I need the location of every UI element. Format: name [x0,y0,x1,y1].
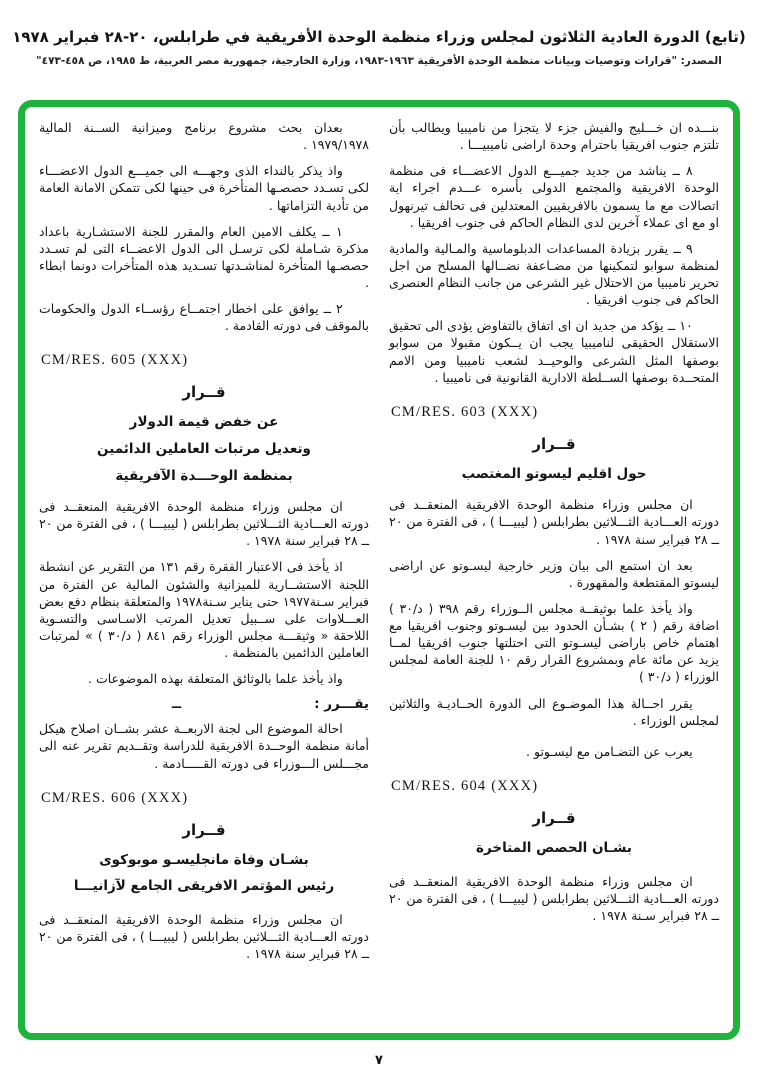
resolution-heading [389,435,719,485]
paragraph: واذ يأخذ علما بالوثائق المتعلقة بهذه الموضوعات . [88,671,343,687]
resolution-heading [389,809,719,859]
source-line: المصدر: "قرارات وتوصيات وبيانات منظمة الوحدة الأفريقية ١٩٦٣-١٩٨٣، وزارة الخارجية، جمهورية مصر العربية، ط ١٩٨٥، ص ٤٥٨-٤٧٣" [36,55,722,67]
paragraph: ٩ ــ يقرر بزيادة المساعدات الدبلوماسية والمـالية والمادية لمنظمة سوابو لتمكينها من مضـاعفة نضــالها المسلح من اجل تحرير ناميبيا من الاحتلال غير الشرعى من جانب النظام العنصرى الحاكم فى جنوب افريقيا . [389,240,719,308]
paragraph: ان مجلس وزراء منظمة الوحدة الافريقية المنعقــد فى دورته العـــادية الثـــلاثين بطرابلس ( ليبيـــا ) ، فى الفترة من ٢٠ ــ ٢٨ فبراير سنة ١٩٧٨ . [39,499,369,549]
resolution-heading [39,383,369,486]
paragraph: ان مجلس وزراء منظمة الوحدة الافريقية المنعقــد فى دورته العـــادية الثـــلاثين بطرابلس ( ليبيـــا ) ، فى الفترة من ٢٠ ــ ٢٨ فبراير سـنة ١٩٧٨ . [389,873,719,923]
paragraph: واذ يأخذ علما بوثيقــة مجلس الــوزراء رقم ٣٩٨ ( د/٣٠ ) اضافة رقم ( ٢ ) بشـأن الحدود بين ليسـوتو وجنوب افريقيا مع اهتمام خاص باراضى ليسـوتو التى احتلتها جنوب افريقيا لمــا يزيد عن مائة عام وبمشروع القرار رقم ١٠ للجنة العامة لمجلس الوزراء ( د/٣٠ ) [389,600,720,685]
resolution-heading-word: قــرار [182,383,226,402]
paragraph: واذ يذكر بالنداء الذى وجهـــه الى جميـــع الدول الاعضـــاء لكى تسـدد حصصـها المتأخرة فى حينها لكى تتمكن الامانة العامة من تأدية التزاماتها . [39,163,369,213]
resolution-heading-word: قــرار [182,820,226,839]
decides-line [39,696,369,712]
resolution-subtitle: بشـان الحصص المتاخرة [476,839,632,856]
session-title: (تابع) الدورة العادية الثلاثون لمجلس وزراء منظمة الوحدة الأفريقية في طرابلس، ٢٠-٢٨ فبراير ١٩٧٨ [12,28,746,46]
page-number: ٧ [375,1053,383,1068]
resolution-heading [39,821,369,897]
right-column [389,119,719,1021]
resolution-heading-word: قــرار [532,808,576,827]
paragraph: ١٠ ــ يؤكد من جديد ان اى اتفاق بالتفاوض يؤدى الى تحقيق الاستقلال الحقيقى لناميبيا يجب ان يــكون مقبولا من سوابو بوصفها المثل الشرعى والوحيــد لشعب ناميبيا ومن الامم المتحــدة بوصفها الســلطة الادارية القانونية فى ناميبيا . [389,318,719,385]
paragraph: ان مجلس وزراء منظمة الوحدة الافريقية المنعقــد فى دورته العـــادية الثـــلاثين بطرابلس ( ليبيـــا ) ، فى الفترة من ٢٠ ــ ٢٨ فبراير سنة ١٩٧٨ . [39,911,369,962]
paragraph: اذ يأخذ فى الاعتبار الفقرة رقم ١٣١ من التقرير عن انشطة اللجنة الاستشــارية للميزانية والشئون المالية عن الفترة من فبراير سـنة١٩٧٧ حتى يناير سـنة١٩٧٨ والمتعلقة بنظام دفع بعض العـــلاوات على ســبيل تعديل المرتب الاسـاسى والتسـوية اللاحقة « وثيقـــة مجلس الوزراء رقم ٨٤١ ( د/٣٠ ) » لمرتبات العاملين الدائمين بالمنظمة . [39,559,369,661]
document-frame [18,100,740,1040]
paragraph: ٢ ــ يوافق على اخطار اجتمــاع رؤســاء الدول والحكومات بالموقف فى دورته القادمة . [39,301,369,334]
paragraph: يعرب عن التضـامن مع ليسـوتو . [526,743,693,759]
paragraph: ١ ــ يكلف الامين العام والمقرر للجنة الاستشـارية باعداد مذكرة شـاملة لكى ترسـل الى الدول الاعضــاء التى لم تسـدد حصصـها المتأخرة لمناشـدتها تسـديد هذه المتأخرات دونما ابطاء . [39,223,369,290]
resolution-id: CM/RES. 605 (XXX) [41,352,189,369]
resolution-subtitle: وتعديل مرتبات العاملين الدائمين [97,440,311,457]
resolution-subtitle: حول اقليم ليسوتو المغتصب [461,465,647,482]
resolution-subtitle: بشـان وفاة مانجليسـو موبوكوى [99,851,309,868]
paragraph: يقرر احــالة هذا الموضـوع الى الدورة الحــاديـة والثلاثين لمجلس الوزراء . [389,695,719,728]
paragraph: ٨ ــ يناشد من جديد جميـــع الدول الاعضـــاء فى منظمة الوحدة الافريقية والمجتمع الدولى بأسره عـــدم اجراء اية اتصالات مع ما يسمون بالافريقيين المعتدلين فى تحالف تيرنهول او مع اى عملاء آخرين لدى النظام الحاكم فى جنوب افريقيا . [389,163,719,230]
paragraph: ان مجلس وزراء منظمة الوحدة الافريقية المنعقــد فى دورته العـــادية الثـــلاثين بطرابلس ( ليبيـــا ) ، فى الفترة من ٢٠ ــ ٢٨ فبراير سنة ١٩٧٨ . [389,497,719,547]
dash: ــ [171,696,182,713]
paragraph: بنـــده ان خـــليج والفيش جزء لا يتجزا من ناميبيا ويطالب بأن تلتزم جنوب افريقيا باحترام وحدة اراضى ناميبيـــا . [389,120,719,153]
paragraph: بعدان بحث مشروع برنامج وميزانية الســنة المالية ١٩٧٩/١٩٧٨ . [39,120,369,153]
resolution-subtitle: بمنظمة الوحـــدة الآفريقية [115,467,293,484]
decides-label: يقـــرر : [314,696,369,713]
resolution-id: CM/RES. 604 (XXX) [391,777,539,794]
left-column [39,119,369,1021]
page-header [0,28,758,67]
resolution-subtitle: رئيس المؤتمر الافريقى الجامع لآزانيـــا [73,878,335,895]
resolution-id: CM/RES. 606 (XXX) [41,789,189,806]
resolution-heading-word: قــرار [532,434,576,453]
paragraph: احالة الموضوع الى لجنة الاربعــة عشر بشــان اصلاح هيكل أمانة منظمة الوحــدة الافريقية للدراسة وتقــديم تقرير عنه الى مجـــلس الـــوزراء فى دورته القـــــادمة . [39,721,369,771]
columns-container [39,119,719,1021]
paragraph: بعد ان استمع الى بيان وزير خارجية ليسـوتو عن اراضى ليسوتو المقتطعة والمقهورة . [389,557,719,590]
resolution-id: CM/RES. 603 (XXX) [391,403,539,420]
resolution-subtitle: عن خفض قيمة الدولار [129,414,279,431]
